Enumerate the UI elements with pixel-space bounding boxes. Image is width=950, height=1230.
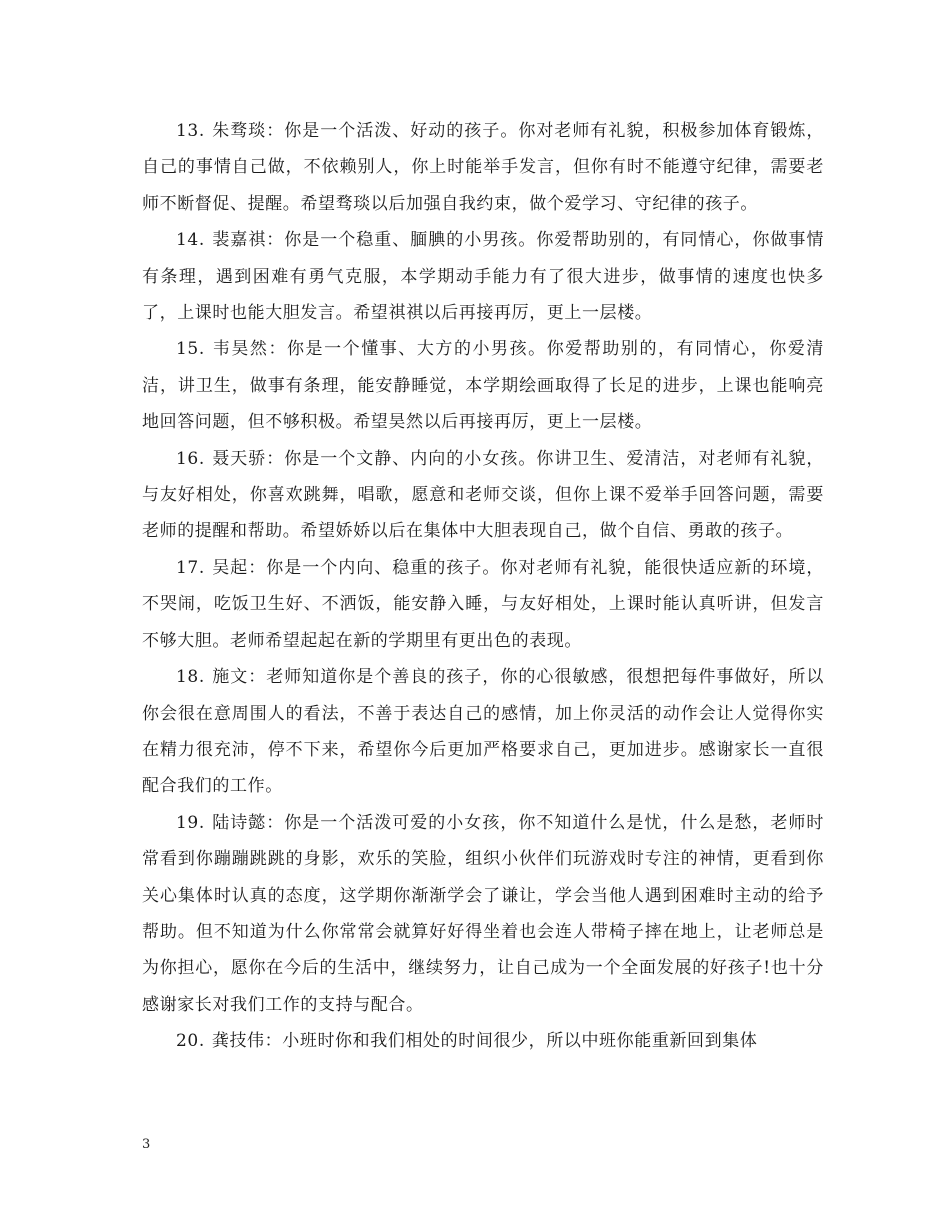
item-number: 16. xyxy=(176,448,205,469)
paragraph-19 xyxy=(142,805,824,1023)
document-body xyxy=(142,113,824,1060)
paragraph-14 xyxy=(142,222,824,331)
item-number: 17. xyxy=(176,557,205,578)
item-text: 吴起：你是一个内向、稳重的孩子。你对老师有礼貌，能很快适应新的环境，不哭闹，吃饭卫生好、不洒饭，能安静入睡，与友好相处，上课时能认真听讲，但发言不够大胆。老师希望起起在新的学期里有更出色的表现。 xyxy=(142,557,824,651)
paragraph-17 xyxy=(142,550,824,659)
paragraph-16 xyxy=(142,441,824,550)
item-text: 龚技伟：小班时你和我们相处的时间很少，所以中班你能重新回到集体 xyxy=(211,1031,758,1052)
item-number: 19. xyxy=(176,812,205,833)
item-text: 朱骛琰：你是一个活泼、好动的孩子。你对老师有礼貌，积极参加体育锻炼，自己的事情自己做，不依赖别人，你上时能举手发言，但你有时不能遵守纪律，需要老师不断督促、提醒。希望骛琰以后加强自我约束，做个爱学习、守纪律的孩子。 xyxy=(142,121,824,214)
item-number: 20. xyxy=(176,1031,205,1052)
item-text: 裴嘉祺：你是一个稳重、腼腆的小男孩。你爱帮助别的，有同情心，你做事情有条理，遇到困难有勇气克服，本学期动手能力有了很大进步，做事情的速度也快多了，上课时也能大胆发言。希望祺祺以后再接再厉，更上一层楼。 xyxy=(142,230,824,324)
paragraph-18 xyxy=(142,659,824,805)
paragraph-15 xyxy=(142,331,824,440)
item-number: 15. xyxy=(176,339,205,360)
item-text: 施文：老师知道你是个善良的孩子，你的心很敏感，很想把每件事做好，所以你会很在意周围人的看法，不善于表达自己的感情，加上你灵活的动作会让人觉得你实在精力很充沛，停不下来，希望你今后更加严格要求自己，更加进步。感谢家长一直很配合我们的工作。 xyxy=(142,667,824,797)
item-text: 韦昊然：你是一个懂事、大方的小男孩。你爱帮助别的，有同情心，你爱清洁，讲卫生，做事有条理，能安静睡觉，本学期绘画取得了长足的进步，上课也能响亮地回答问题，但不够积极。希望昊然以后再接再厉，更上一层楼。 xyxy=(142,339,824,433)
paragraph-20 xyxy=(142,1023,824,1059)
item-text: 陆诗懿：你是一个活泼可爱的小女孩，你不知道什么是忧，什么是愁，老师时常看到你蹦蹦跳跳的身影，欢乐的笑脸，组织小伙伴们玩游戏时专注的神情，更看到你关心集体时认真的态度，这学期你渐渐学会了谦让，学会当他人遇到困难时主动的给予帮助。但不知道为什么你常常会就算好好得坐着也会连人带椅子摔在地上，让老师总是为你担心，愿你在今后的生活中，继续努力，让自己成为一个全面发展的好孩子!也十分感谢家长对我们工作的支持与配合。 xyxy=(142,812,824,1015)
page-number: 3 xyxy=(142,1137,151,1152)
item-number: 13. xyxy=(176,121,205,141)
item-number: 14. xyxy=(176,230,205,251)
paragraph-13 xyxy=(142,113,824,222)
item-number: 18. xyxy=(176,667,205,688)
item-text: 聂天骄：你是一个文静、内向的小女孩。你讲卫生、爱清洁，对老师有礼貌，与友好相处，你喜欢跳舞，唱歌，愿意和老师交谈，但你上课不爱举手回答问题，需要老师的提醒和帮助。希望娇娇以后在集体中大胆表现自己，做个自信、勇敢的孩子。 xyxy=(142,448,824,542)
